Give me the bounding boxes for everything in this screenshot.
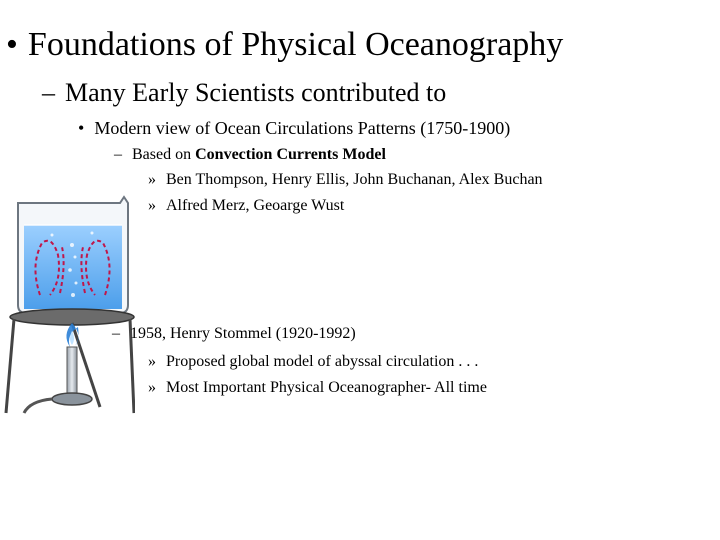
title-text: Foundations of Physical Oceanography (27, 26, 564, 63)
bunsen-burner-icon (24, 323, 92, 413)
stommel-subitem (148, 353, 478, 371)
level5-text: Alfred Merz, Geoarge Wust (166, 197, 345, 214)
subtitle (42, 78, 446, 108)
stommel-item (112, 325, 356, 343)
title-bullet: • (6, 26, 18, 63)
level4-dash: – (114, 146, 122, 163)
subtitle-dash: – (42, 78, 55, 107)
slide-title (6, 26, 563, 64)
level3-bullet: • (78, 118, 85, 138)
level4-prefix: Based on (132, 146, 196, 163)
level4-bold-text: Convection Currents Model (195, 146, 386, 163)
level5-marker: » (148, 171, 156, 188)
convection-beaker-illustration (0, 195, 135, 425)
level5-text: Ben Thompson, Henry Ellis, John Buchanan, Alex Buchan (166, 171, 543, 188)
stommel-text: 1958, Henry Stommel (1920-1992) (130, 325, 356, 342)
level4-item (114, 146, 386, 164)
level3-text: Modern view of Ocean Circulations Patterns (1750-1900) (94, 118, 511, 138)
beaker-icon (18, 197, 128, 313)
stommel-subitem-text: Most Important Physical Oceanographer- All time (166, 379, 487, 396)
level3-bullet-item (78, 118, 510, 139)
level5-item (148, 171, 543, 189)
stommel-subitem (148, 379, 487, 397)
level5-marker: » (148, 353, 156, 370)
stommel-subitem-text: Proposed global model of abyssal circulation . . . (166, 353, 479, 370)
subtitle-text: Many Early Scientists contributed to (65, 78, 447, 107)
level5-item (148, 197, 344, 215)
level5-marker: » (148, 197, 156, 214)
stommel-dash: – (112, 325, 120, 342)
level5-marker: » (148, 379, 156, 396)
